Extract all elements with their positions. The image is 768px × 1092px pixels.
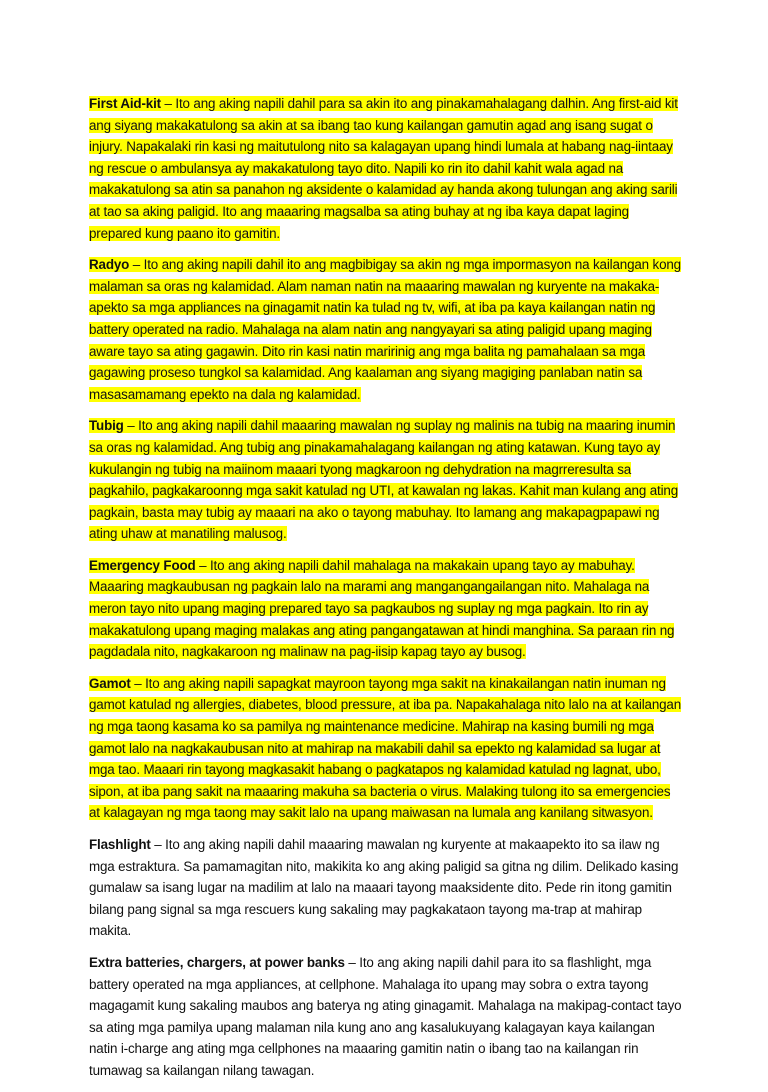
paragraph-term: Extra batteries, chargers, at power banks [89,954,345,970]
paragraph-term: First Aid-kit [89,96,161,111]
paragraph-body: – Ito ang aking napili sapagkat mayroon tayong mga sakit na kinakailangan natin inuman ng gamot katulad ng allergies, diabetes, blood pressure, at iba pa. Napakahalaga nito lalo na at kailangan ng mga taong kasama ko sa pamilya ng maintenance medicine. Mahirap na kasing bumili ng mga gamot lalo na nagkakaubusan nito at mahirap na makabili dahil sa epekto ng kalamidad sa lugar at mga tao. Maaari rin tayong magkasakit habang o pagkatapos ng kalamidad katulad ng lagnat, ubo, sipon, at iba pang sakit na maaaring makuha sa bacteria o virus. Malaking tulong ito sa emergencies at kalagayan ng mga taong may sakit lalo na upang maiwasan na lumala ang kanilang sitwasyon. [89,675,682,821]
paragraph-body: – Ito ang aking napili dahil maaaring mawalan ng suplay ng malinis na tubig na maaring inumin sa oras ng kalamidad. Ang tubig ang pinakamahalagang kailangan ng ating katawan. Kung tayo ay kukulangin ng tubig na maiinom maaari tyong magkaroon ng dehydration na magrreresulta sa pagkahilo, pagkakaroonng mga sakit katulad ng UTI, at kawalan ng lakas. Kahit man kulang ang ating pagkain, basta may tubig ay maaari na ako o tayong mabuhay. Ito lamang ang makapagpapawi ng ating uhaw at manatiling malusog. [89,418,679,542]
paragraph-body: – Ito ang aking napili dahil para ito sa flashlight, mga battery operated na mga appliances, at cellphone. Mahalaga ito upang may sobra o extra tayong magagamit kung sakaling maubos ang baterya ng ating ginagamit. Mahalaga na makipag-contact tayo sa ating mga pamilya upang malaman nila kung ano ang kasalukuyang kalagayan kaya kailangan natin i-charge ang ating mga cellphones na maaaring gamitin natin o ibang tao na kailangan rin tumawag sa kailangan nilang tawagan. [89,954,682,1078]
paragraph-extra-batteries [89,952,683,1082]
paragraph-term: Radyo [89,257,130,273]
paragraph-body: – Ito ang aking napili dahil mahalaga na makakain upang tayo ay mabuhay. Maaaring magkaubusan ng pagkain lalo na marami ang mangangangailangan nito. Mahalaga na meron tayo nito upang maging prepared tayo sa pagkaubos ng suplay ng mga pagkain. Ito rin ay makakatulong upang maging malakas ang ating pangangatawan at hindi manghina. Sa paraan rin ng pagdadala nito, nagkakaroon ng malinaw na pag-iisip kapag tayo ay busog. [89,557,675,660]
paragraph-tubig [89,415,683,545]
paragraph-body: – Ito ang aking napili dahil maaaring mawalan ng kuryente at makaapekto ito sa ilaw ng mga estraktura. Sa pamamagitan nito, makikita ko ang aking paligid sa gitna ng dilim. Delikado kasing gumalaw sa isang lugar na madilim at lalo na maaari tayong maaksidente dito. Pede rin itong gamitin bilang pang signal sa mga rescuers kung sakaling may pagkakataon tayong ma-trap at mahirap makita. [89,837,679,939]
document-page [89,93,683,1092]
paragraph-emergency-food [89,555,683,663]
paragraph-body: – Ito ang aking napili dahil para sa akin ito ang pinakamahalagang dalhin. Ang first-aid kit ang siyang makakatulong sa akin at sa ibang tao kung kailangan gamutin agad ang isang sugat o injury. Napakalaki rin kasi ng maitutulong nito sa kalagayan upang hindi lumala at habang nag-iintaay ng rescue o ambulansya ay makakatulong tayo dito. Napili ko rin ito dahil kahit wala agad na makakatulong sa atin sa panahon ng aksidente o kalamidad ay handa akong tulungan ang aking sarili at tao sa aking paligid. Ito ang maaaring magsalba sa ating buhay at ng iba kaya dapat laging prepared kung paano ito gamitin. [89,96,678,241]
paragraph-body: – Ito ang aking napili dahil ito ang magbibigay sa akin ng mga impormasyon na kailangan kong malaman sa oras ng kalamidad. Alam naman natin na maaaring mawalan ng kuryente na makaka-apekto sa mga appliances na ginagamit natin ka tulad ng tv, wifi, at iba pa kaya kailangan natin ng battery operated na radio. Mahalaga na alam natin ang nangyayari sa ating paligid upang maging aware tayo sa ating gagawin. Dito rin kasi natin maririnig ang mga balita ng pamahalaan sa mga gagawing proseso tungkol sa kalamidad. Ang kaalaman ang siyang magiging panlaban natin sa masasamamang epekto na dala ng kalamidad. [89,257,681,402]
paragraph-flashlight [89,834,683,942]
paragraph-term: Emergency Food [89,557,196,573]
paragraph-gamot [89,673,683,824]
paragraph-term: Tubig [89,418,124,434]
paragraph-radyo [89,254,683,405]
paragraph-first-aid-kit [89,93,683,244]
paragraph-term: Flashlight [89,837,151,852]
paragraph-term: Gamot [89,675,131,691]
